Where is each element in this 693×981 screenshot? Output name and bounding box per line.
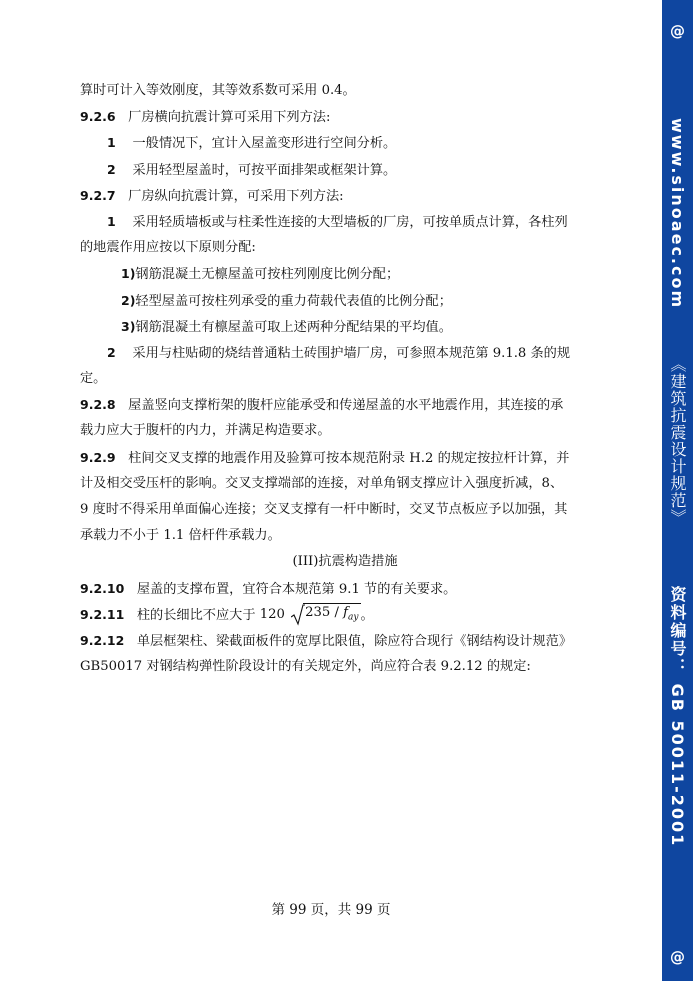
band-website-link[interactable]: www.sinoaec.com xyxy=(668,118,687,310)
list-item: 2 采用与柱贴砌的烧结普通粘土砖围护墙厂房，可参照本规范第 9.1.8 条的规 xyxy=(107,344,571,361)
sub-item: 1)钢筋混凝土无檩屋盖可按柱列刚度比例分配； xyxy=(121,266,400,283)
band-at-top: @ xyxy=(670,22,685,40)
list-item: 1 一般情况下，宜计入屋盖变形进行空间分析。 xyxy=(107,135,397,152)
clause-number: 9.2.8 xyxy=(80,397,116,413)
clause-9-2-10: 9.2.10 屋盖的支撑布置，宜符合本规范第 9.1 节的有关要求。 xyxy=(80,580,457,597)
clause-number: 9.2.7 xyxy=(80,187,116,203)
slenderness-formula: 120 $235 / f_{ay}$ xyxy=(260,602,361,628)
sub-item: 2)轻型屋盖可按柱列承受的重力荷载代表值的比例分配； xyxy=(121,292,452,309)
clause-9-2-6: 9.2.6 厂房横向抗震计算可采用下列方法: xyxy=(80,109,331,126)
clause-9-2-7: 9.2.7 厂房纵向抗震计算，可采用下列方法: xyxy=(80,187,344,204)
text-line: 载力应大于腹杆的内力，并满足构造要求。 xyxy=(80,423,331,439)
text-line: 承载力不小于 1.1 倍杆件承载力。 xyxy=(80,528,281,544)
clause-9-2-11: 9.2.11 柱的长细比不应大于 120 $235 / f_{ay}$ 。 xyxy=(80,602,610,628)
body-text xyxy=(80,78,610,680)
list-item: 2 采用轻型屋盖时，可按平面排架或框架计算。 xyxy=(107,161,397,178)
clause-9-2-8: 9.2.8 屋盖竖向支撑桁架的腹杆应能承受和传递屋盖的水平地震作用，其连接的承 xyxy=(80,397,564,414)
text-line: 的地震作用应按以下原则分配: xyxy=(80,240,256,256)
clause-number: 9.2.11 xyxy=(80,606,125,622)
side-band xyxy=(662,0,693,981)
text-line: GB50017 对钢结构弹性阶段设计的有关规定外，尚应符合表 9.2.12 的规定: xyxy=(80,659,531,675)
clause-9-2-12: 9.2.12 单层框架柱、梁截面板件的宽厚比限值，除应符合现行《钢结构设计规范》 xyxy=(80,632,573,649)
band-document-title: 《建筑抗震设计规范》 xyxy=(668,356,687,526)
sub-item: 3)钢筋混凝土有檩屋盖可取上述两种分配结果的平均值。 xyxy=(121,318,452,335)
clause-number: 9.2.6 xyxy=(80,109,116,125)
band-at-bottom: @ xyxy=(670,948,685,966)
clause-9-2-9: 9.2.9 柱间交叉支撑的地震作用及验算可按本规范附录 H.2 的规定按拉杆计算，并 xyxy=(80,449,570,466)
text-line: 定。 xyxy=(80,371,107,387)
section-heading: (III)抗震构造措施 xyxy=(292,554,398,570)
band-document-code: 资料编号： GB 50011-2001 xyxy=(668,586,687,848)
clause-number: 9.2.10 xyxy=(80,580,125,596)
text-line: 算时可计入等效刚度，其等效系数可采用 0.4。 xyxy=(80,83,356,98)
list-item: 1 采用轻质墙板或与柱柔性连接的大型墙板的厂房，可按单质点计算，各柱列 xyxy=(107,213,568,230)
clause-number: 9.2.9 xyxy=(80,449,116,465)
text-line: 计及相交受压杆的影响。交叉支撑端部的连接，对单角钢支撑应计入强度折减，8、 xyxy=(80,475,564,491)
clause-number: 9.2.12 xyxy=(80,632,125,648)
text-line: 9 度时不得采用单面偏心连接；交叉支撑有一杆中断时，交叉节点板应予以加强，其 xyxy=(80,502,568,517)
page-number: 第 99 页，共 99 页 xyxy=(271,902,391,918)
